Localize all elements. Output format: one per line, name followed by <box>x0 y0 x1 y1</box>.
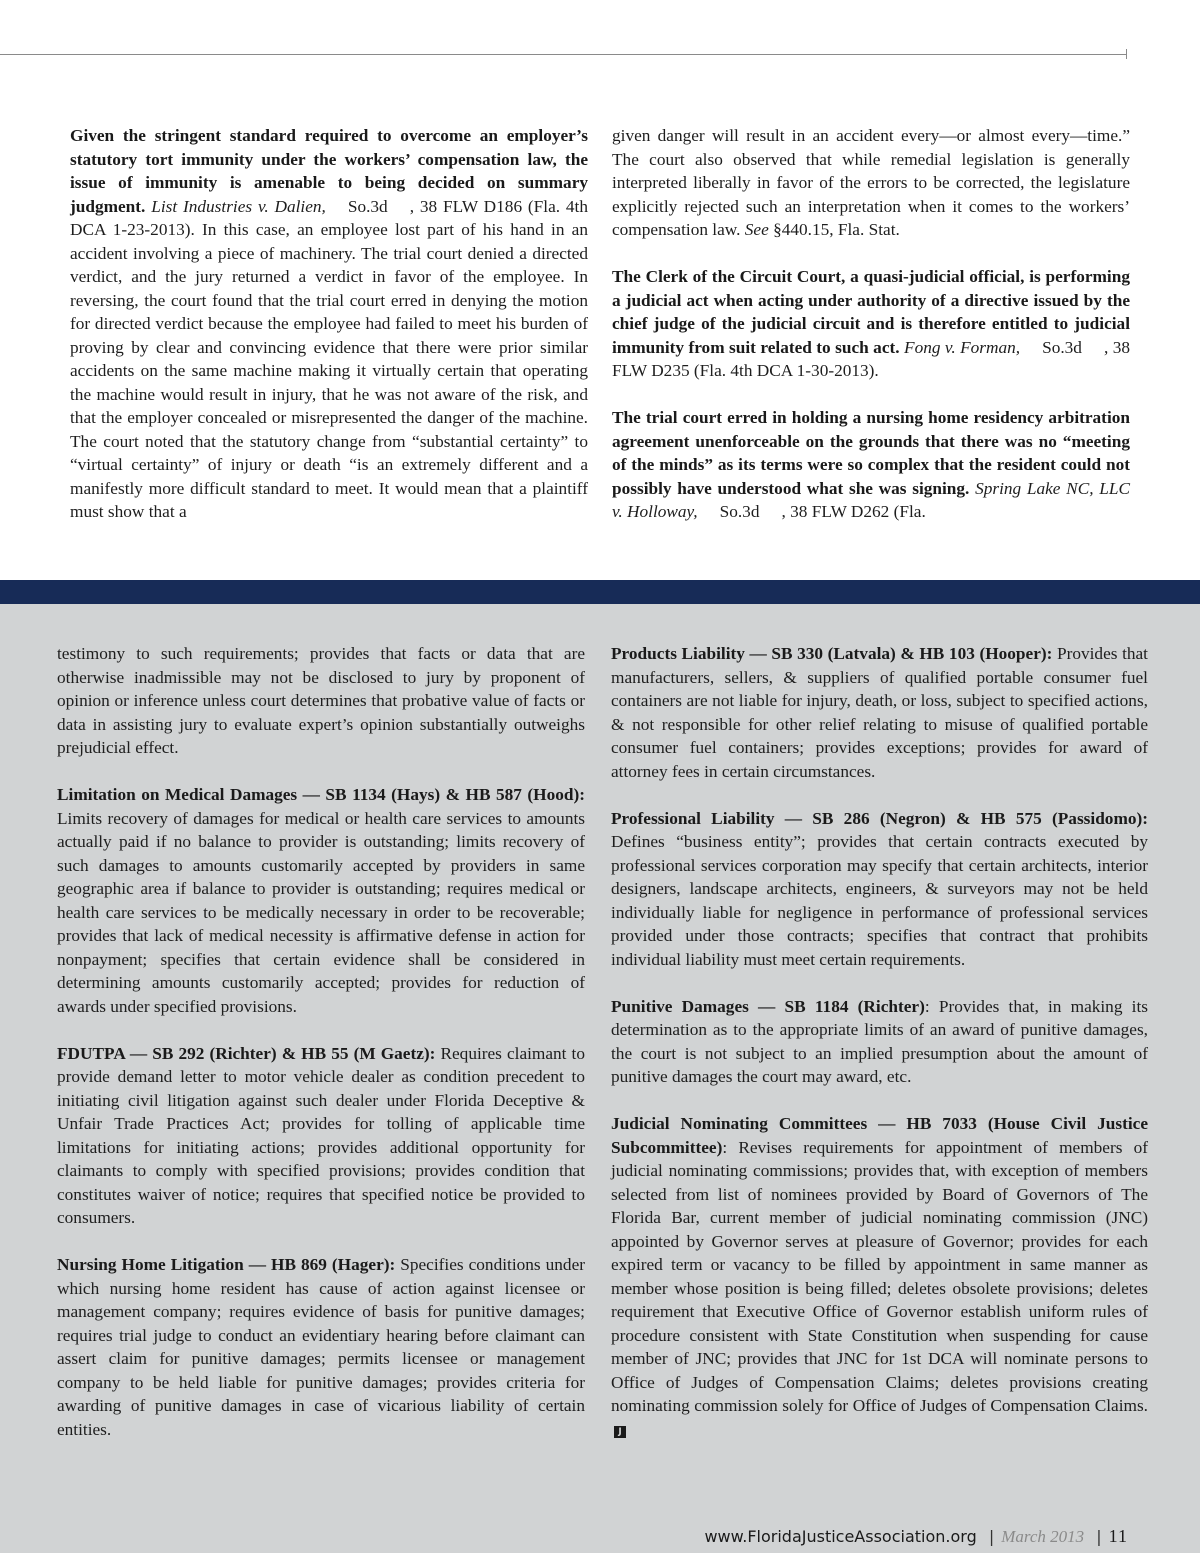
paragraph-text: testimony to such requirements; provides that facts or data that are otherwise inadmissible may not be disclosed to jury by proponent of opinion or inference unless court determines that probative value of facts or data in assisting jury to evaluate expert’s opinion substantially outweighs prejudicial effect. <box>57 644 585 757</box>
citation: , 38 FLW D235 (Fla. 4th DCA 1-30-2013). <box>612 337 1130 380</box>
paragraph-text: given danger will result in an accident every—or almost every—time.” The court also observed that while remedial legislation is generally interpreted liberally in favor of the errors to be corrected, the legislature explicitly rejected such an interpretation when it comes to the workers’ compensation law. <box>612 126 1130 239</box>
bill-summary: Provides that manufacturers, sellers, & suppliers of qualified portable consumer fuel containers are not liable for injury, death, or loss, subject to specified actions, & not responsible for other relief relating to misuse of qualified portable consumer fuel containers; provides exceptions; provides for award of attorney fees in certain circumstances. <box>611 644 1148 781</box>
top-rule <box>0 54 1127 55</box>
footer-separator: | <box>1096 1527 1102 1546</box>
bill-heading: Professional Liability — SB 286 (Negron) & HB 575 (Passidomo): <box>611 808 1148 828</box>
clerk-headnote: The Clerk of the Circuit Court, a quasi-judicial official, is performing a judicial act when acting under authority of a directive issued by the chief judge of the judicial circuit and is therefore entitled to judicial immunity from suit related to such act. <box>612 267 1130 357</box>
medical-damages-paragraph <box>57 783 585 1018</box>
citation: , 38 FLW D262 (Fla. <box>781 502 926 521</box>
bill-heading: Judicial Nominating Committees — HB 7033 (House Civil Justice Subcommittee) <box>611 1114 1148 1157</box>
immunity-headnote: Given the stringent standard required to overcome an employer’s statutory tort immunity under the workers’ compensation law, the issue of immunity is amenable to being decided on summary judgment. <box>70 126 588 216</box>
citation-reporter: So.3d <box>1042 337 1082 357</box>
immunity-paragraph <box>70 124 588 524</box>
bill-summary: Requires claimant to provide demand letter to motor vehicle dealer as condition precedent to initiating civil litigation against such dealer under Florida Deceptive & Unfair Trade Practices Act; provides for tolling of applicable time limitations for initiating actions; provides additional opportunity for claimants to comply with specified provisions; provides condition that constitutes waiver of notice; requires that specified notice be provided to consumers. <box>57 1043 585 1227</box>
clerk-paragraph <box>612 265 1130 383</box>
case-name: Spring Lake NC, LLC v. Holloway, <box>612 478 1130 521</box>
bill-heading: Limitation on Medical Damages — SB 1134 (Hays) & HB 587 (Hood): <box>57 785 585 804</box>
end-of-article-icon: J <box>614 1426 626 1438</box>
bill-summary: Limits recovery of damages for medical or health care services to amounts actually paid if no balance to provider is outstanding; limits recovery of such damages to amounts customarily accepted by providers in same geographic area if balance to provider is outstanding; requires medical or health care services to be medically necessary in order to be recoverable; provides that lack of medical necessity is affirmative defense in action for nonpayment; specifies that certain evidence shall be considered in determining amounts customarily accepted; provides for reduction of awards under specified provisions. <box>57 808 585 1016</box>
top-rule-tick <box>1126 49 1127 59</box>
bill-summary: Defines “business entity”; provides that certain contracts executed by professional services corporation may specify that certain architects, interior designers, landscape architects, engineers, & surveyors may not be held individually liable for negligence in performance of professional services provided under those contracts; specifies that contract that prohibits individual liability must meet certain requirements. <box>611 832 1148 969</box>
professional-liability-paragraph <box>611 807 1148 972</box>
expert-testimony-paragraph <box>57 642 585 760</box>
bottom-left-column <box>57 642 585 1441</box>
top-left-column <box>70 124 588 524</box>
punitive-damages-paragraph <box>611 995 1148 1089</box>
see-signal: See <box>744 220 769 239</box>
page-number: 11 <box>1108 1526 1128 1546</box>
citation: , 38 FLW D186 (Fla. 4th DCA 1-23-2013). <box>70 196 588 239</box>
bottom-right-column <box>611 642 1148 1441</box>
bill-summary: Specifies conditions under which nursing home resident has cause of action against licensee or management company; requires evidence of basis for punitive damages; requires trial judge to conduct an evidentiary hearing before claimant can assert claim for punitive damages; permits licensee or management company to be held liable for punitive damages; provides criteria for awarding of punitive damages in case of vicarious liability of certain entities. <box>57 1255 585 1439</box>
bill-heading: FDUTPA — SB 292 (Richter) & HB 55 (M Gaetz): <box>57 1043 436 1063</box>
page-footer <box>704 1526 1128 1550</box>
arbitration-headnote: The trial court erred in holding a nursing home residency arbitration agreement unenforceable on the grounds that there was no “meeting of the minds” as its terms were so complex that the resident could not possibly have understood what she was signing. <box>612 408 1130 498</box>
citation-reporter: So.3d <box>719 502 760 521</box>
case-name: Fong v. Forman, <box>904 337 1021 357</box>
website-link[interactable]: www.FloridaJusticeAssociation.org <box>704 1527 977 1546</box>
bill-heading: Punitive Damages — SB 1184 (Richter) <box>611 996 925 1016</box>
citation-reporter: So.3d <box>347 196 388 216</box>
bill-summary: : Provides that, in making its determination as to the appropriate limits of an award of punitive damages, the court is not subject to an implied presumption about the amount of punitive damages the court may award, etc. <box>611 996 1148 1086</box>
statute-cite: §440.15, Fla. Stat. <box>773 220 900 239</box>
judicial-nominating-paragraph <box>611 1112 1148 1441</box>
paragraph-text: In this case, an employee lost part of his hand in an accident involving a piece of machinery. The trial court denied a directed verdict, and the jury returned a verdict in favor of the employee. In reversing, the court found that the trial court erred in denying the motion for directed verdict because the employee had failed to meet his burden of proving by clear and convincing evidence that there were prior similar accidents on the same machine making it virtually certain that operating the machine would result in injury, that he was not aware of the risk, and that the employer concealed or misrepresented the danger of the machine. The court noted that the statutory change from “substantial certainty” to “virtual certainty” of injury or death “is an extremely different and a manifestly more difficult standard to meet. It would mean that a plaintiff must show that a <box>70 220 588 521</box>
fdutpa-paragraph <box>57 1042 585 1230</box>
continuation-paragraph <box>612 124 1130 242</box>
bill-summary: : Revises requirements for appointment of members of judicial nominating commissions; provides that, with exception of members selected from list of nominees provided by Board of Governors of The Florida Bar, current member of judicial nominating commission (JNC) appointed by Governor serves at pleasure of Governor; provides for each expired term or vacancy to be filled by appointment in same manner as member whose position is being filled; deletes obsolete provisions; deletes requirement that Executive Office of Governor establish uniform rules of procedure consistent with State Constitution when suspending for cause member of JNC; provides that JNC for 1st DCA will nominate persons to Office of Judges of Compensation Claims; deletes provisions creating nominating commission solely for Office of Judges of Compensation Claims. <box>611 1137 1148 1415</box>
arbitration-paragraph <box>612 406 1130 524</box>
bill-heading: Nursing Home Litigation — HB 869 (Hager): <box>57 1255 396 1274</box>
top-right-column <box>612 124 1130 524</box>
nursing-home-paragraph <box>57 1253 585 1441</box>
bill-heading: Products Liability — SB 330 (Latvala) & HB 103 (Hooper): <box>611 644 1053 663</box>
footer-separator: | <box>988 1527 995 1546</box>
issue-date: March 2013 <box>1001 1527 1085 1546</box>
case-name: List Industries v. Dalien, <box>151 196 326 216</box>
products-liability-paragraph <box>611 642 1148 783</box>
section-band <box>0 580 1200 604</box>
